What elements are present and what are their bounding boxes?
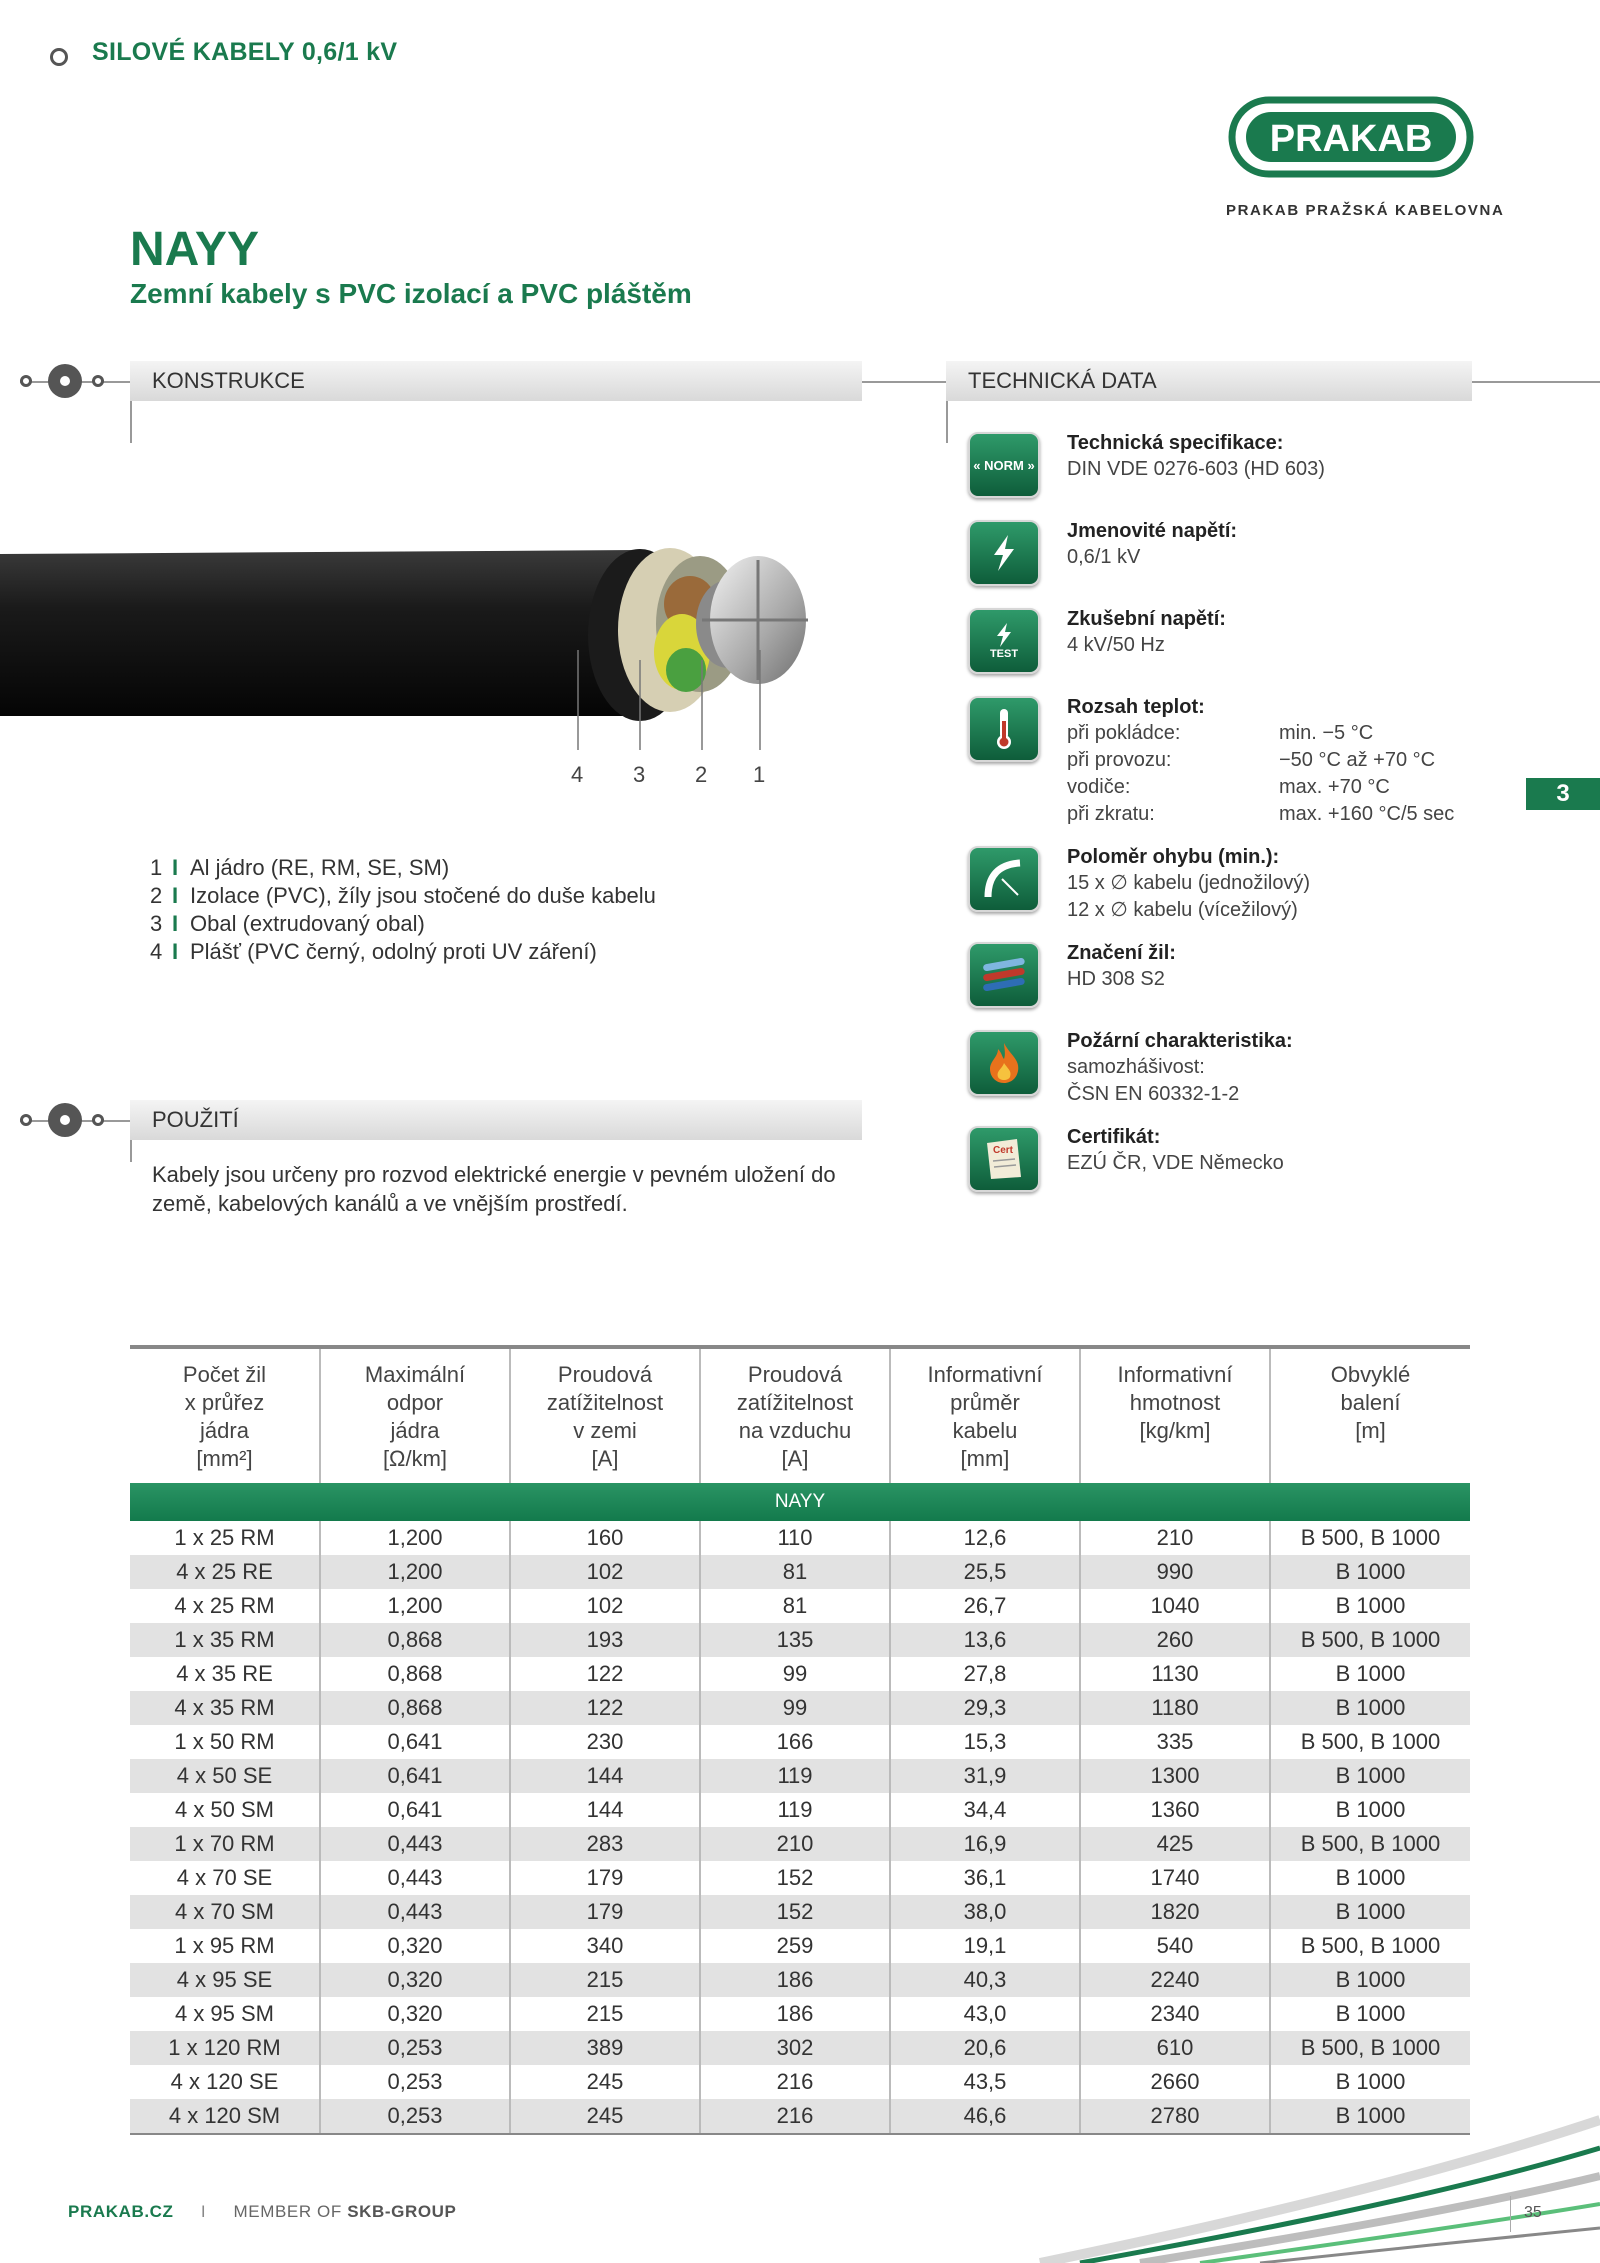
table-cell: 135	[700, 1623, 890, 1657]
table-cell: 1300	[1080, 1759, 1270, 1793]
temp-row: při provozu: −50 °C až +70 °C	[1067, 749, 1436, 771]
table-cell: 1 x 35 RM	[130, 1623, 320, 1657]
table-cell: 0,641	[320, 1759, 510, 1793]
table-cell: 2780	[1080, 2099, 1270, 2134]
footer-site[interactable]: PRAKAB.CZ	[68, 2202, 174, 2221]
table-cell: B 1000	[1270, 1963, 1470, 1997]
table-cell: 1040	[1080, 1589, 1270, 1623]
table-cell: 81	[700, 1589, 890, 1623]
table-cell: 283	[510, 1827, 700, 1861]
decorative-cables	[1000, 2100, 1600, 2263]
table-cell: 4 x 95 SM	[130, 1997, 320, 2031]
section-bullet-icon	[20, 1114, 32, 1126]
table-cell: 0,443	[320, 1895, 510, 1929]
table-cell: 245	[510, 2065, 700, 2099]
table-cell: 43,0	[890, 1997, 1080, 2031]
table-cell: 4 x 70 SE	[130, 1861, 320, 1895]
table-cell: B 1000	[1335, 1865, 1406, 1890]
cable-illustration	[0, 520, 880, 750]
table-cell: 20,6	[890, 2031, 1080, 2065]
table-cell: 152	[700, 1895, 890, 1929]
table-cell: 0,868	[320, 1691, 510, 1725]
table-cell: 4 x 95 SE	[130, 1963, 320, 1997]
table-cell: 259	[700, 1929, 890, 1963]
table-cell: B 1000	[1335, 2001, 1406, 2026]
table-cell: 1 x 120 RM	[130, 2031, 320, 2065]
column-header-current-ground: Proudová zatížitelnost v zemi [A]	[510, 1347, 700, 1483]
table-cell: 0,868	[320, 1623, 510, 1657]
section-rule	[946, 401, 948, 443]
table-row	[130, 1691, 1470, 1725]
table-cell: 610	[1080, 2031, 1270, 2065]
table-cell: 0,641	[320, 1725, 510, 1759]
section-rule	[130, 1140, 132, 1162]
table-cell: 1 x 50 RM	[130, 1725, 320, 1759]
table-row	[130, 1827, 1470, 1861]
table-cell: 210	[1080, 1521, 1270, 1555]
table-cell: 102	[510, 1589, 700, 1623]
section-heading-tech: TECHNICKÁ DATA	[946, 361, 1472, 401]
table-cell: 179	[510, 1895, 700, 1929]
table-cell: 186	[700, 1963, 890, 1997]
construction-legend	[150, 854, 656, 966]
table-cell: 36,1	[890, 1861, 1080, 1895]
column-header-resistance: Maximální odpor jádra [Ω/km]	[320, 1347, 510, 1483]
table-cell: B 1000	[1270, 1759, 1470, 1793]
logo-text: PRAKAB	[1269, 118, 1433, 160]
table-cell: B 500, B 1000	[1300, 1933, 1441, 1958]
table-cell: 4 x 25 RE	[130, 1555, 320, 1589]
table-cell: 13,6	[890, 1623, 1080, 1657]
table-row	[130, 1759, 1470, 1793]
table-cell: 43,5	[890, 2065, 1080, 2099]
table-row	[130, 1929, 1470, 1963]
footer-member: MEMBER OF	[233, 2202, 342, 2221]
table-cell: 2240	[1080, 1963, 1270, 1997]
table-group-row: NAYY	[130, 1483, 1470, 1521]
bend-radius-icon	[968, 846, 1040, 912]
table-cell: 119	[700, 1793, 890, 1827]
column-header-weight: Informativní hmotnost [kg/km]	[1080, 1347, 1270, 1483]
table-cell: B 1000	[1270, 2099, 1470, 2134]
category-title: SILOVÉ KABELY 0,6/1 kV	[92, 38, 398, 66]
section-bullet-icon	[20, 375, 32, 387]
legend-item: 4 I Plášť (PVC černý, odolný proti UV záření)	[150, 939, 597, 964]
table-cell: 990	[1080, 1555, 1270, 1589]
table-cell: B 1000	[1335, 1593, 1406, 1618]
table-cell: 1,200	[320, 1555, 510, 1589]
usage-text: Kabely jsou určeny pro rozvod elektrické energie v pevném uložení do země, kabelových kanálů a ve vnějším prostředí.	[152, 1162, 836, 1216]
callout-number: 4	[571, 762, 584, 787]
table-cell: 4 x 70 SM	[130, 1895, 320, 1929]
table-cell: 540	[1080, 1929, 1270, 1963]
section-bullet-icon	[48, 1103, 82, 1137]
table-cell: 99	[700, 1657, 890, 1691]
table-cell: 0,320	[320, 1929, 510, 1963]
table-cell: 0,868	[320, 1657, 510, 1691]
table-cell: B 1000	[1335, 1661, 1406, 1686]
section-rule	[130, 401, 132, 443]
table-cell: 102	[510, 1555, 700, 1589]
table-cell: 26,7	[890, 1589, 1080, 1623]
table-cell: 340	[510, 1929, 700, 1963]
table-cell: 179	[510, 1861, 700, 1895]
legend-item: 2 I Izolace (PVC), žíly jsou stočené do duše kabelu	[150, 883, 656, 908]
table-row	[130, 1521, 1470, 1555]
certificate-icon	[968, 1126, 1040, 1192]
table-cell: 210	[700, 1827, 890, 1861]
table-row	[130, 2031, 1470, 2065]
core-marking-icon	[968, 942, 1040, 1008]
section-heading-usage: POUŽITÍ	[130, 1100, 862, 1140]
table-cell: 160	[510, 1521, 700, 1555]
callout-number: 2	[695, 762, 708, 787]
table-cell: B 1000	[1270, 1555, 1470, 1589]
table-cell: 12,6	[890, 1521, 1080, 1555]
section-heading-construction: KONSTRUKCE	[130, 361, 862, 401]
table-cell: 0,443	[320, 1861, 510, 1895]
table-cell: 4 x 120 SE	[130, 2065, 320, 2099]
table-cell: 2340	[1080, 1997, 1270, 2031]
table-cell: 29,3	[890, 1691, 1080, 1725]
table-cell: 0,320	[320, 1997, 510, 2031]
table-cell: 1,200	[320, 1589, 510, 1623]
page-number: 35	[1524, 2204, 1542, 2221]
tech-item-certificate: Cert Certifikát: EZÚ ČR, VDE Německo	[968, 1126, 1600, 1196]
table-cell: 245	[510, 2099, 700, 2134]
table-cell: 119	[700, 1759, 890, 1793]
table-cell: 16,9	[890, 1827, 1080, 1861]
table-cell: 193	[510, 1623, 700, 1657]
table-header-row	[130, 1347, 1470, 1483]
test-icon: TEST	[968, 608, 1040, 674]
table-cell: 27,8	[890, 1657, 1080, 1691]
table-cell: 1130	[1080, 1657, 1270, 1691]
table-cell: 1 x 95 RM	[130, 1929, 320, 1963]
section-bullet-icon	[92, 375, 104, 387]
table-cell: 1 x 70 RM	[130, 1827, 320, 1861]
table-row	[130, 1555, 1470, 1589]
table-cell: 0,320	[320, 1963, 510, 1997]
tech-item-temperature-range: Rozsah teplot: při pokládce: min. −5 °C při provozu: −50 °C až +70 °C vodiče: max. +70 °C při zkratu: max. +160 °C/5 sec	[968, 696, 1600, 836]
table-cell: 144	[510, 1759, 700, 1793]
table-row	[130, 1861, 1470, 1895]
table-cell: B 500, B 1000	[1270, 1827, 1470, 1861]
table-cell: 1180	[1080, 1691, 1270, 1725]
category-bullet-icon	[50, 48, 68, 66]
table-cell: 1740	[1080, 1861, 1270, 1895]
footer-separator: I	[200, 2202, 207, 2221]
table-cell: 215	[510, 1997, 700, 2031]
table-cell: 144	[510, 1793, 700, 1827]
table-cell: B 500, B 1000	[1270, 2031, 1470, 2065]
table-cell: 0,443	[320, 1827, 510, 1861]
table-row	[130, 1895, 1470, 1929]
callout-number: 3	[633, 762, 646, 787]
table-cell: 389	[510, 2031, 700, 2065]
table-cell: B 500, B 1000	[1270, 1623, 1470, 1657]
table-cell: 4 x 50 SE	[130, 1759, 320, 1793]
product-name: NAYY	[130, 223, 259, 276]
table-cell: 186	[700, 1997, 890, 2031]
table-cell: 4 x 50 SM	[130, 1793, 320, 1827]
table-cell: 302	[700, 2031, 890, 2065]
table-cell: 122	[510, 1691, 700, 1725]
section-line	[1472, 381, 1600, 383]
table-cell: 216	[700, 2099, 890, 2134]
table-cell: 4 x 35 RE	[130, 1657, 320, 1691]
table-cell: 4 x 25 RM	[130, 1589, 320, 1623]
table-cell: 110	[700, 1521, 890, 1555]
table-cell: 216	[700, 2065, 890, 2099]
table-cell: 81	[700, 1555, 890, 1589]
section-bullet-icon	[48, 364, 82, 398]
table-cell: 425	[1080, 1827, 1270, 1861]
table-row	[130, 1793, 1470, 1827]
legend-item: 3 I Obal (extrudovaný obal)	[150, 911, 425, 936]
svg-text:Cert: Cert	[993, 1145, 1014, 1156]
table-cell: B 1000	[1335, 2069, 1406, 2094]
table-cell: 46,6	[890, 2099, 1080, 2134]
section-bullet-icon	[92, 1114, 104, 1126]
table-cell: B 500, B 1000	[1300, 1525, 1441, 1550]
table-cell: 0,253	[320, 2065, 510, 2099]
fire-icon	[968, 1030, 1040, 1096]
table-row	[130, 1623, 1470, 1657]
table-cell: 38,0	[890, 1895, 1080, 1929]
thermometer-icon	[968, 696, 1040, 762]
footer	[68, 2202, 456, 2222]
tech-item-bend-radius: Poloměr ohybu (min.): 15 x ∅ kabelu (jednožilový) 12 x ∅ kabelu (vícežilový)	[968, 846, 1600, 926]
table-cell: B 1000	[1270, 1691, 1470, 1725]
table-cell: 2660	[1080, 2065, 1270, 2099]
table-row	[130, 1589, 1470, 1623]
company-name: PRAKAB PRAŽSKÁ KABELOVNA	[1226, 202, 1505, 219]
product-table	[130, 1345, 1470, 2135]
table-cell: B 500, B 1000	[1300, 1729, 1441, 1754]
column-header-diameter: Informativní průměr kabelu [mm]	[890, 1347, 1080, 1483]
table-row	[130, 1657, 1470, 1691]
table-row	[130, 1997, 1470, 2031]
table-cell: B 1000	[1270, 1895, 1470, 1929]
table-cell: 230	[510, 1725, 700, 1759]
table-cell: 1 x 25 RM	[130, 1521, 320, 1555]
chapter-tab: 3	[1526, 778, 1600, 810]
tech-item-test-voltage: TEST Zkušební napětí: 4 kV/50 Hz	[968, 608, 1600, 678]
table-cell: 260	[1080, 1623, 1270, 1657]
table-cell: 99	[700, 1691, 890, 1725]
table-cell: 4 x 120 SM	[130, 2099, 320, 2134]
column-header-packaging: Obvyklé balení [m]	[1330, 1362, 1411, 1443]
table-cell: 0,253	[320, 2099, 510, 2134]
table-cell: 25,5	[890, 1555, 1080, 1589]
table-cell: 215	[510, 1963, 700, 1997]
prakab-logo	[1228, 96, 1474, 178]
legend-item: 1 I Al jádro (RE, RM, SE, SM)	[150, 855, 450, 880]
table-cell: 4 x 35 RM	[130, 1691, 320, 1725]
table-cell: 40,3	[890, 1963, 1080, 1997]
callout-number: 1	[753, 762, 766, 787]
temp-row: při zkratu: max. +160 °C/5 sec	[1067, 803, 1455, 825]
table-cell: 1360	[1080, 1793, 1270, 1827]
tech-item-specification: « NORM » Technická specifikace: DIN VDE 0276-603 (HD 603)	[968, 432, 1600, 502]
tech-item-rated-voltage: Jmenovité napětí: 0,6/1 kV	[968, 520, 1600, 590]
column-header-cores: Počet žil x průřez jádra [mm²]	[130, 1347, 320, 1483]
page-number-divider	[1510, 2196, 1511, 2232]
voltage-icon	[968, 520, 1040, 586]
table-cell: 335	[1080, 1725, 1270, 1759]
table-cell: 152	[700, 1861, 890, 1895]
column-header-current-air: Proudová zatížitelnost na vzduchu [A]	[700, 1347, 890, 1483]
table-cell: 122	[510, 1657, 700, 1691]
table-cell: 15,3	[890, 1725, 1080, 1759]
table-cell: 166	[700, 1725, 890, 1759]
table-cell: 19,1	[890, 1929, 1080, 1963]
table-cell: B 1000	[1335, 1797, 1406, 1822]
tech-item-core-marking: Značení žil: HD 308 S2	[968, 942, 1600, 1012]
table-cell: 31,9	[890, 1759, 1080, 1793]
section-line	[862, 381, 946, 383]
temp-row: vodiče: max. +70 °C	[1067, 776, 1390, 798]
norm-icon: « NORM »	[968, 432, 1040, 498]
table-cell: 0,641	[320, 1793, 510, 1827]
tech-item-fire-characteristics: Požární charakteristika: samozhášivost: ČSN EN 60332-1-2	[968, 1030, 1600, 1110]
table-cell: 1,200	[320, 1521, 510, 1555]
table-row	[130, 1725, 1470, 1759]
product-subtitle: Zemní kabely s PVC izolací a PVC pláštěm	[130, 278, 692, 309]
footer-group: SKB-GROUP	[347, 2202, 457, 2221]
table-row	[130, 1963, 1470, 1997]
table-row	[130, 2065, 1470, 2099]
temp-row: při pokládce: min. −5 °C	[1067, 722, 1374, 744]
table-cell: 0,253	[320, 2031, 510, 2065]
table-cell: 34,4	[890, 1793, 1080, 1827]
table-cell: 1820	[1080, 1895, 1270, 1929]
